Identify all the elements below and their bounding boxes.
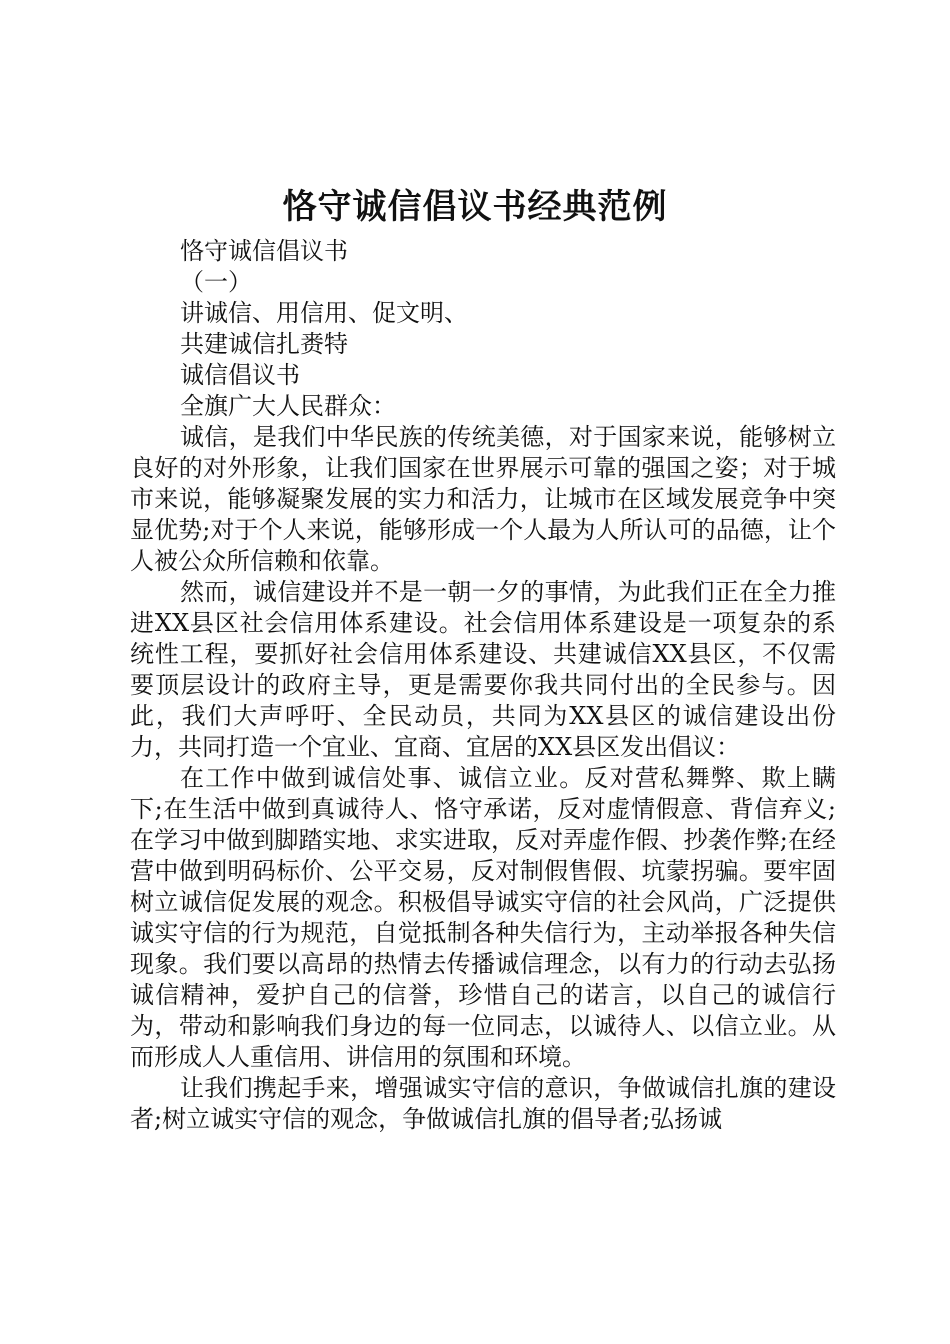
- slogan-line-1: 讲诚信、用信用、促文明、: [180, 299, 468, 327]
- paragraph-4: 让我们携起手来，增强诚实守信的意识，争做诚信扎旗的建设者;树立诚实守信的观念，争做诚信扎旗的倡导者;弘扬诚: [130, 1074, 836, 1133]
- paragraph-3: 在工作中做到诚信处事、诚信立业。反对营私舞弊、欺上瞒下;在生活中做到真诚待人、恪守承诺，反对虚情假意、背信弃义;在学习中做到脚踏实地、求实进取，反对弄虚作假、抄袭作弊;在经营中做到明码标价、公平交易，反对制假售假、坑蒙拐骗。要牢固树立诚信促发展的观念。积极倡导诚实守信的社会风尚，广泛提供诚实守信的行为规范，自觉抵制各种失信行为，主动举报各种失信现象。我们要以高昂的热情去传播诚信理念，以有力的行动去弘扬诚信精神，爱护自己的信誉，珍惜自己的诺言，以自己的诚信行为，带动和影响我们身边的每一位同志，以诚待人、以信立业。从而形成人人重信用、讲信用的氛围和环境。: [130, 764, 836, 1071]
- section-number-line: （一）: [180, 268, 252, 296]
- slogan-line-2: 共建诚信扎赉特: [180, 330, 348, 358]
- heading-line: 诚信倡议书: [180, 361, 300, 389]
- document-title: 恪守诚信倡议书经典范例: [282, 187, 668, 227]
- subtitle-line: 恪守诚信倡议书: [180, 237, 348, 265]
- salutation-line: 全旗广大人民群众：: [180, 392, 396, 420]
- paragraph-1: 诚信，是我们中华民族的传统美德，对于国家来说，能够树立良好的对外形象，让我们国家在世界展示可靠的强国之姿；对于城市来说，能够凝聚发展的实力和活力，让城市在区域发展竞争中突显优势;对于个人来说，能够形成一个人最为人所认可的品德，让个人被公众所信赖和依靠。: [130, 423, 836, 575]
- paragraph-2: 然而，诚信建设并不是一朝一夕的事情，为此我们正在全力推进XX县区社会信用体系建设。社会信用体系建设是一项复杂的系统性工程，要抓好社会信用体系建设、共建诚信XX县区，不仅需要顶层设计的政府主导，更是需要你我共同付出的全民参与。因此，我们大声呼吁、全民动员，共同为XX县区的诚信建设出份力，共同打造一个宜业、宜商、宜居的XX县区发出倡议：: [130, 578, 836, 761]
- document-body: [130, 236, 836, 1135]
